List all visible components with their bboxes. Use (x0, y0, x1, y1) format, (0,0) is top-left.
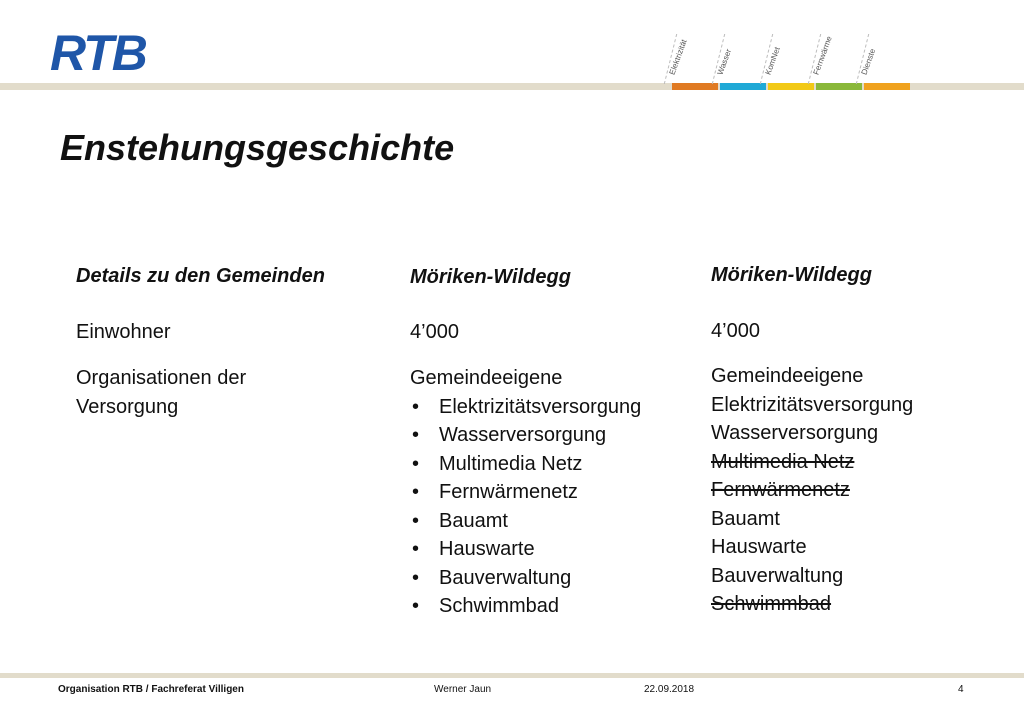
einwohner-value: 4’000 (410, 321, 459, 343)
org-plain-list (711, 391, 913, 619)
logo-text: RTB (50, 28, 146, 74)
tab-label: Dienste (859, 47, 878, 76)
org-intro: Gemeindeeigene (711, 365, 864, 387)
org-list-block (410, 364, 641, 621)
label-line: Versorgung (76, 395, 179, 418)
list-item: • Bauamt (410, 507, 641, 536)
slide-title: Enstehungsgeschichte (60, 127, 455, 168)
tab-color-bar (864, 83, 910, 90)
tab-color-bar (768, 83, 814, 90)
org-bullet-list (410, 393, 641, 621)
label-line: Organisationen der (76, 367, 247, 389)
list-item: • Bauverwaltung (410, 564, 641, 593)
list-item-struck: Multimedia Netz (711, 450, 855, 473)
footer-author: Werner Jaun (434, 684, 492, 695)
footer-org: Organisation RTB / Fachreferat Villigen (58, 684, 244, 695)
footer-rule (0, 673, 1024, 678)
rtb-logo (50, 28, 154, 74)
list-item: • Fernwärmenetz (410, 478, 641, 507)
nav-tab-dienste[interactable] (859, 34, 910, 90)
footer-date: 22.09.2018 (644, 684, 695, 695)
nav-tab-wasser[interactable] (715, 34, 766, 90)
column-details (76, 262, 325, 291)
label-einwohner: Einwohner (76, 321, 171, 343)
nav-tab-fernwaerme[interactable] (811, 34, 862, 90)
list-item-struck: Fernwärmenetz (711, 479, 850, 501)
list-item: Hauswarte (711, 536, 807, 558)
tab-label: KomNet (763, 45, 782, 76)
tab-label: Wasser (715, 47, 734, 76)
list-item: • Elektrizitätsversorgung (410, 393, 641, 422)
column-header: Details zu den Gemeinden (76, 265, 325, 287)
tab-color-bar (672, 83, 718, 90)
list-item: Elektrizitätsversorgung (711, 393, 914, 416)
column-moriken-1 (410, 263, 571, 292)
list-item-struck: Schwimmbad (711, 593, 832, 615)
page-number: 4 (958, 684, 964, 695)
tab-label: Elektrizität (667, 38, 689, 76)
list-item: • Multimedia Netz (410, 450, 641, 479)
list-item: Bauamt (711, 507, 780, 530)
nav-tab-elektrizitaet[interactable] (667, 34, 718, 90)
list-item: • Wasserversorgung (410, 421, 641, 450)
list-item: Wasserversorgung (711, 422, 879, 444)
org-list-block (711, 362, 913, 619)
label-organisationen (76, 364, 246, 421)
tab-color-bar (816, 83, 862, 90)
column-header: Möriken-Wildegg (711, 264, 872, 286)
list-item: • Schwimmbad (410, 592, 641, 621)
nav-tab-komnet[interactable] (763, 34, 814, 90)
einwohner-value: 4’000 (711, 320, 760, 342)
column-header: Möriken-Wildegg (410, 266, 571, 288)
tab-color-bar (720, 83, 766, 90)
org-intro: Gemeindeeigene (410, 367, 563, 389)
tab-label: Fernwärme (811, 34, 834, 76)
list-item: • Hauswarte (410, 535, 641, 564)
list-item: Bauverwaltung (711, 564, 844, 587)
column-moriken-2 (711, 261, 872, 290)
